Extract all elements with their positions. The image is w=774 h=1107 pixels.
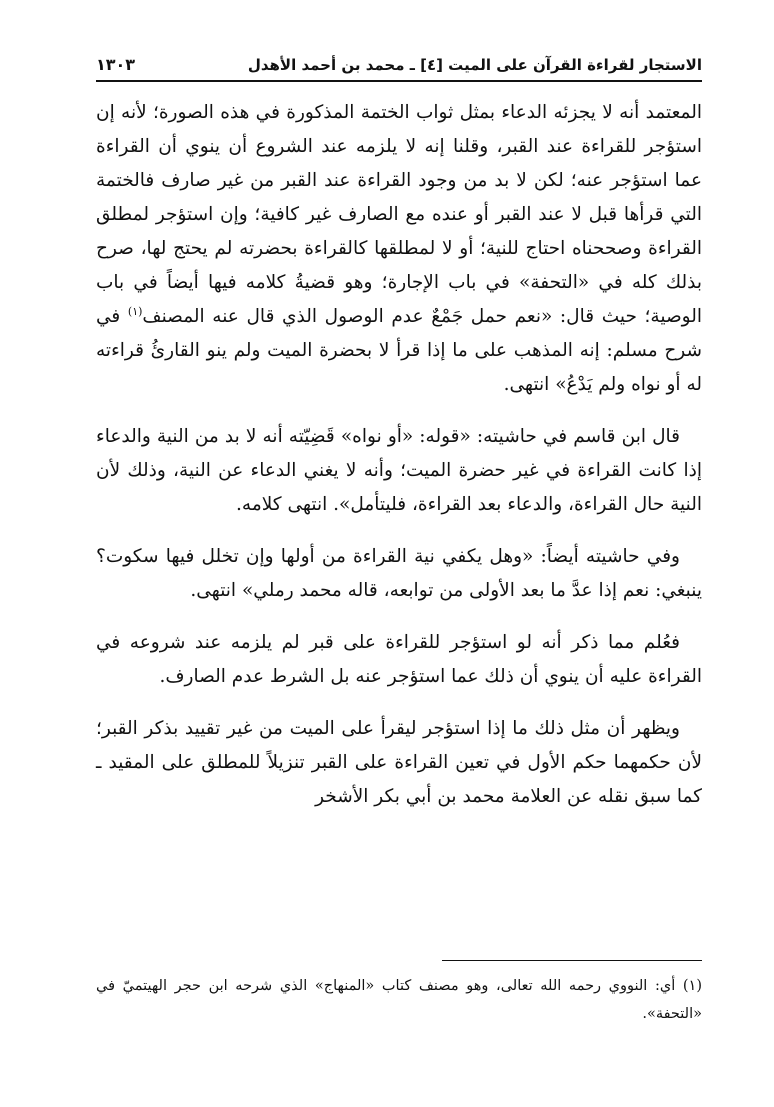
- paragraph-1-text: المعتمد أنه لا يجزئه الدعاء بمثل ثواب الختمة المذكورة في هذه الصورة؛ لأنه إن استؤجر للقراءة عند القبر، وقلنا إنه لا يلزمه عند الشروع أن ينوي أن القراءة عما استؤجر عنه؛ لكن لا بد من وجود القراءة عند القبر من غير صارف فالختمة التي قرأها قبل لا عند القبر أو عنده مع الصارف غير كافية؛ وإن استؤجر لمطلق القراءة وصححناه احتاج للنية؛ أو لا لمطلقها كالقراءة بحضرته لم يحتج لها، صرح بذلك كله في «التحفة» في باب الإجارة؛ وهو قضيةُ كلامه فيها أيضاً في باب الوصية؛ حيث قال: «نعم حمل جَمْعٌ عدم الوصول الذي قال عنه المصنف: [96, 102, 702, 327]
- paragraph-3: وفي حاشيته أيضاً: «وهل يكفي نية القراءة من أولها وإن تخلل فيها سكوت؟ ينبغي: نعم إذا عدَّ ما بعد الأولى من توابعه، قاله محمد رملي» انتهى.: [96, 546, 702, 601]
- paragraph-2: قال ابن قاسم في حاشيته: «قوله: «أو نواه» قَضِيّته أنه لا بد من النية والدعاء إذا كانت القراءة في غير حضرة الميت؛ وأنه لا يغني الدعاء عن النية، وذلك لأن النية حال القراءة، والدعاء بعد القراءة، فليتأمل». انتهى كلامه.: [96, 426, 702, 515]
- page-number: ١٣٠٣: [96, 55, 136, 74]
- paragraph-4: فعُلم مما ذكر أنه لو استؤجر للقراءة على قبر لم يلزمه عند شروعه في القراءة عليه أن ينوي أن ذلك عما استؤجر عنه بل الشرط عدم الصارف.: [96, 632, 702, 687]
- footnote: (١) أي: النووي رحمه الله تعالى، وهو مصنف كتاب «المنهاج» الذي شرحه ابن حجر الهيتميّ في «التحفة».: [96, 978, 702, 1022]
- running-header: [96, 44, 702, 74]
- paragraph-1: [96, 96, 702, 402]
- footnote-ref: (١): [127, 304, 143, 318]
- footnote-rule: [442, 960, 702, 961]
- running-title: الاستجار لقراءة القرآن على الميت [٤] ـ محمد بن أحمد الأهدل: [247, 56, 702, 74]
- header-rule: [96, 80, 702, 82]
- main-text: [96, 96, 702, 832]
- paragraph-5: ويظهر أن مثل ذلك ما إذا استؤجر ليقرأ على الميت من غير تقييد بذكر القبر؛ لأن حكمهما حكم الأول في تعين القراءة على القبر تنزيلاً للمطلق على المقيد ـ كما سبق نقله عن العلامة محمد بن أبي بكر الأشخر: [96, 718, 702, 807]
- paragraph-1-tail: في شرح مسلم: إنه المذهب على ما إذا قرأ لا بحضرة الميت ولم ينو القارئُ قراءته له أو نواه ولم يَدْعُ» انتهى.: [96, 306, 702, 395]
